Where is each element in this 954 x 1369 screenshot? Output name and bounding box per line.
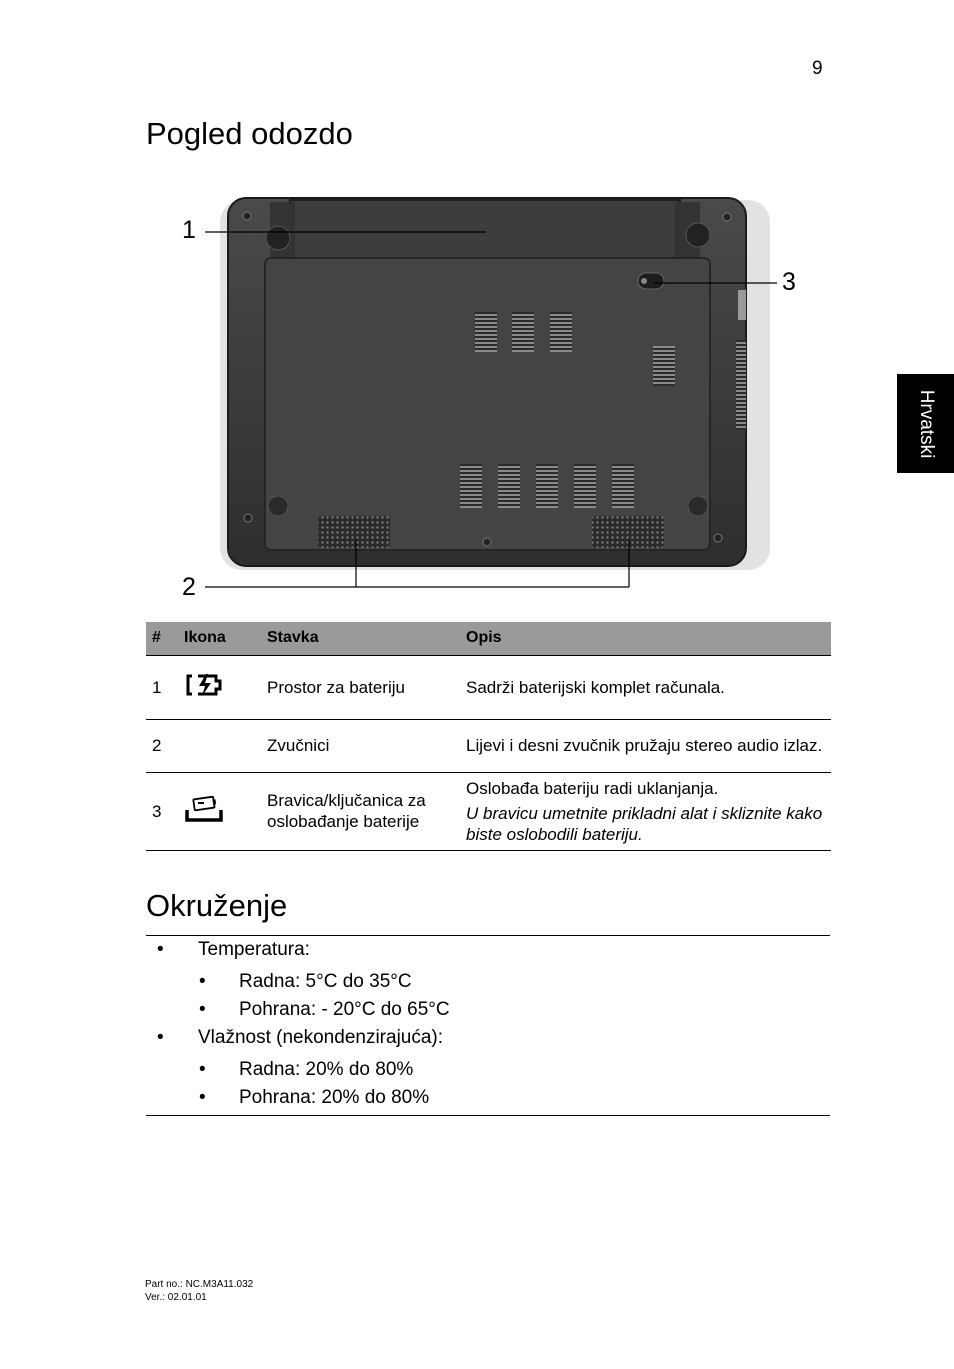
sub-list-item: • Radna: 20% do 80% (146, 1056, 830, 1084)
list-item: • Temperatura: (146, 936, 830, 964)
environment-list (146, 935, 830, 1116)
header-description: Opis (466, 622, 831, 655)
laptop-bottom-drawing (170, 190, 810, 610)
table-row (146, 719, 831, 772)
row-number: 1 (146, 655, 184, 719)
table-header-row (146, 622, 831, 655)
row-item: Zvučnici (267, 719, 466, 772)
row-item: Prostor za bateriju (267, 655, 466, 719)
battery-release-icon (184, 809, 224, 828)
footer (145, 1278, 253, 1304)
sub-list-item: • Pohrana: 20% do 80% (146, 1084, 830, 1112)
battery-bay-icon (184, 684, 224, 703)
header-item: Stavka (267, 622, 466, 655)
row-number: 2 (146, 719, 184, 772)
header-icon: Ikona (184, 622, 267, 655)
row-number: 3 (146, 772, 184, 850)
callout-3: 3 (782, 268, 796, 296)
part-number: Part no.: NC.M3A11.032 (145, 1279, 254, 1290)
callout-2: 2 (182, 573, 196, 601)
header-number: # (146, 622, 184, 655)
laptop-bottom-illustration (170, 190, 810, 610)
section-title-environment: Okruženje (146, 888, 288, 923)
sub-list-item: • Radna: 5°C do 35°C (146, 968, 830, 996)
sub-list-item: • Pohrana: - 20°C do 65°C (146, 996, 830, 1024)
row-item: Bravica/ključanica za oslobađanje baterije (267, 772, 466, 850)
row-description: Sadrži baterijski komplet računala. (466, 655, 831, 719)
page-number: 9 (812, 58, 823, 79)
component-table (146, 622, 831, 851)
row-note: U bravicu umetnite prikladni alat i skliznite kako biste oslobodili bateriju. (466, 803, 823, 844)
list-item: • Vlažnost (nekondenzirajuća): (146, 1024, 830, 1052)
row-description: Lijevi i desni zvučnik pružaju stereo audio izlaz. (466, 719, 831, 772)
table-row (146, 655, 831, 719)
section-title-bottom-view: Pogled odozdo (146, 116, 353, 151)
version: Ver.: 02.01.01 (145, 1292, 207, 1303)
table-row (146, 772, 831, 850)
callout-1: 1 (182, 216, 196, 244)
row-description: Oslobađa bateriju radi uklanjanja. (466, 778, 719, 798)
language-tab-label: Hrvatski (915, 389, 937, 458)
language-tab (897, 374, 954, 473)
